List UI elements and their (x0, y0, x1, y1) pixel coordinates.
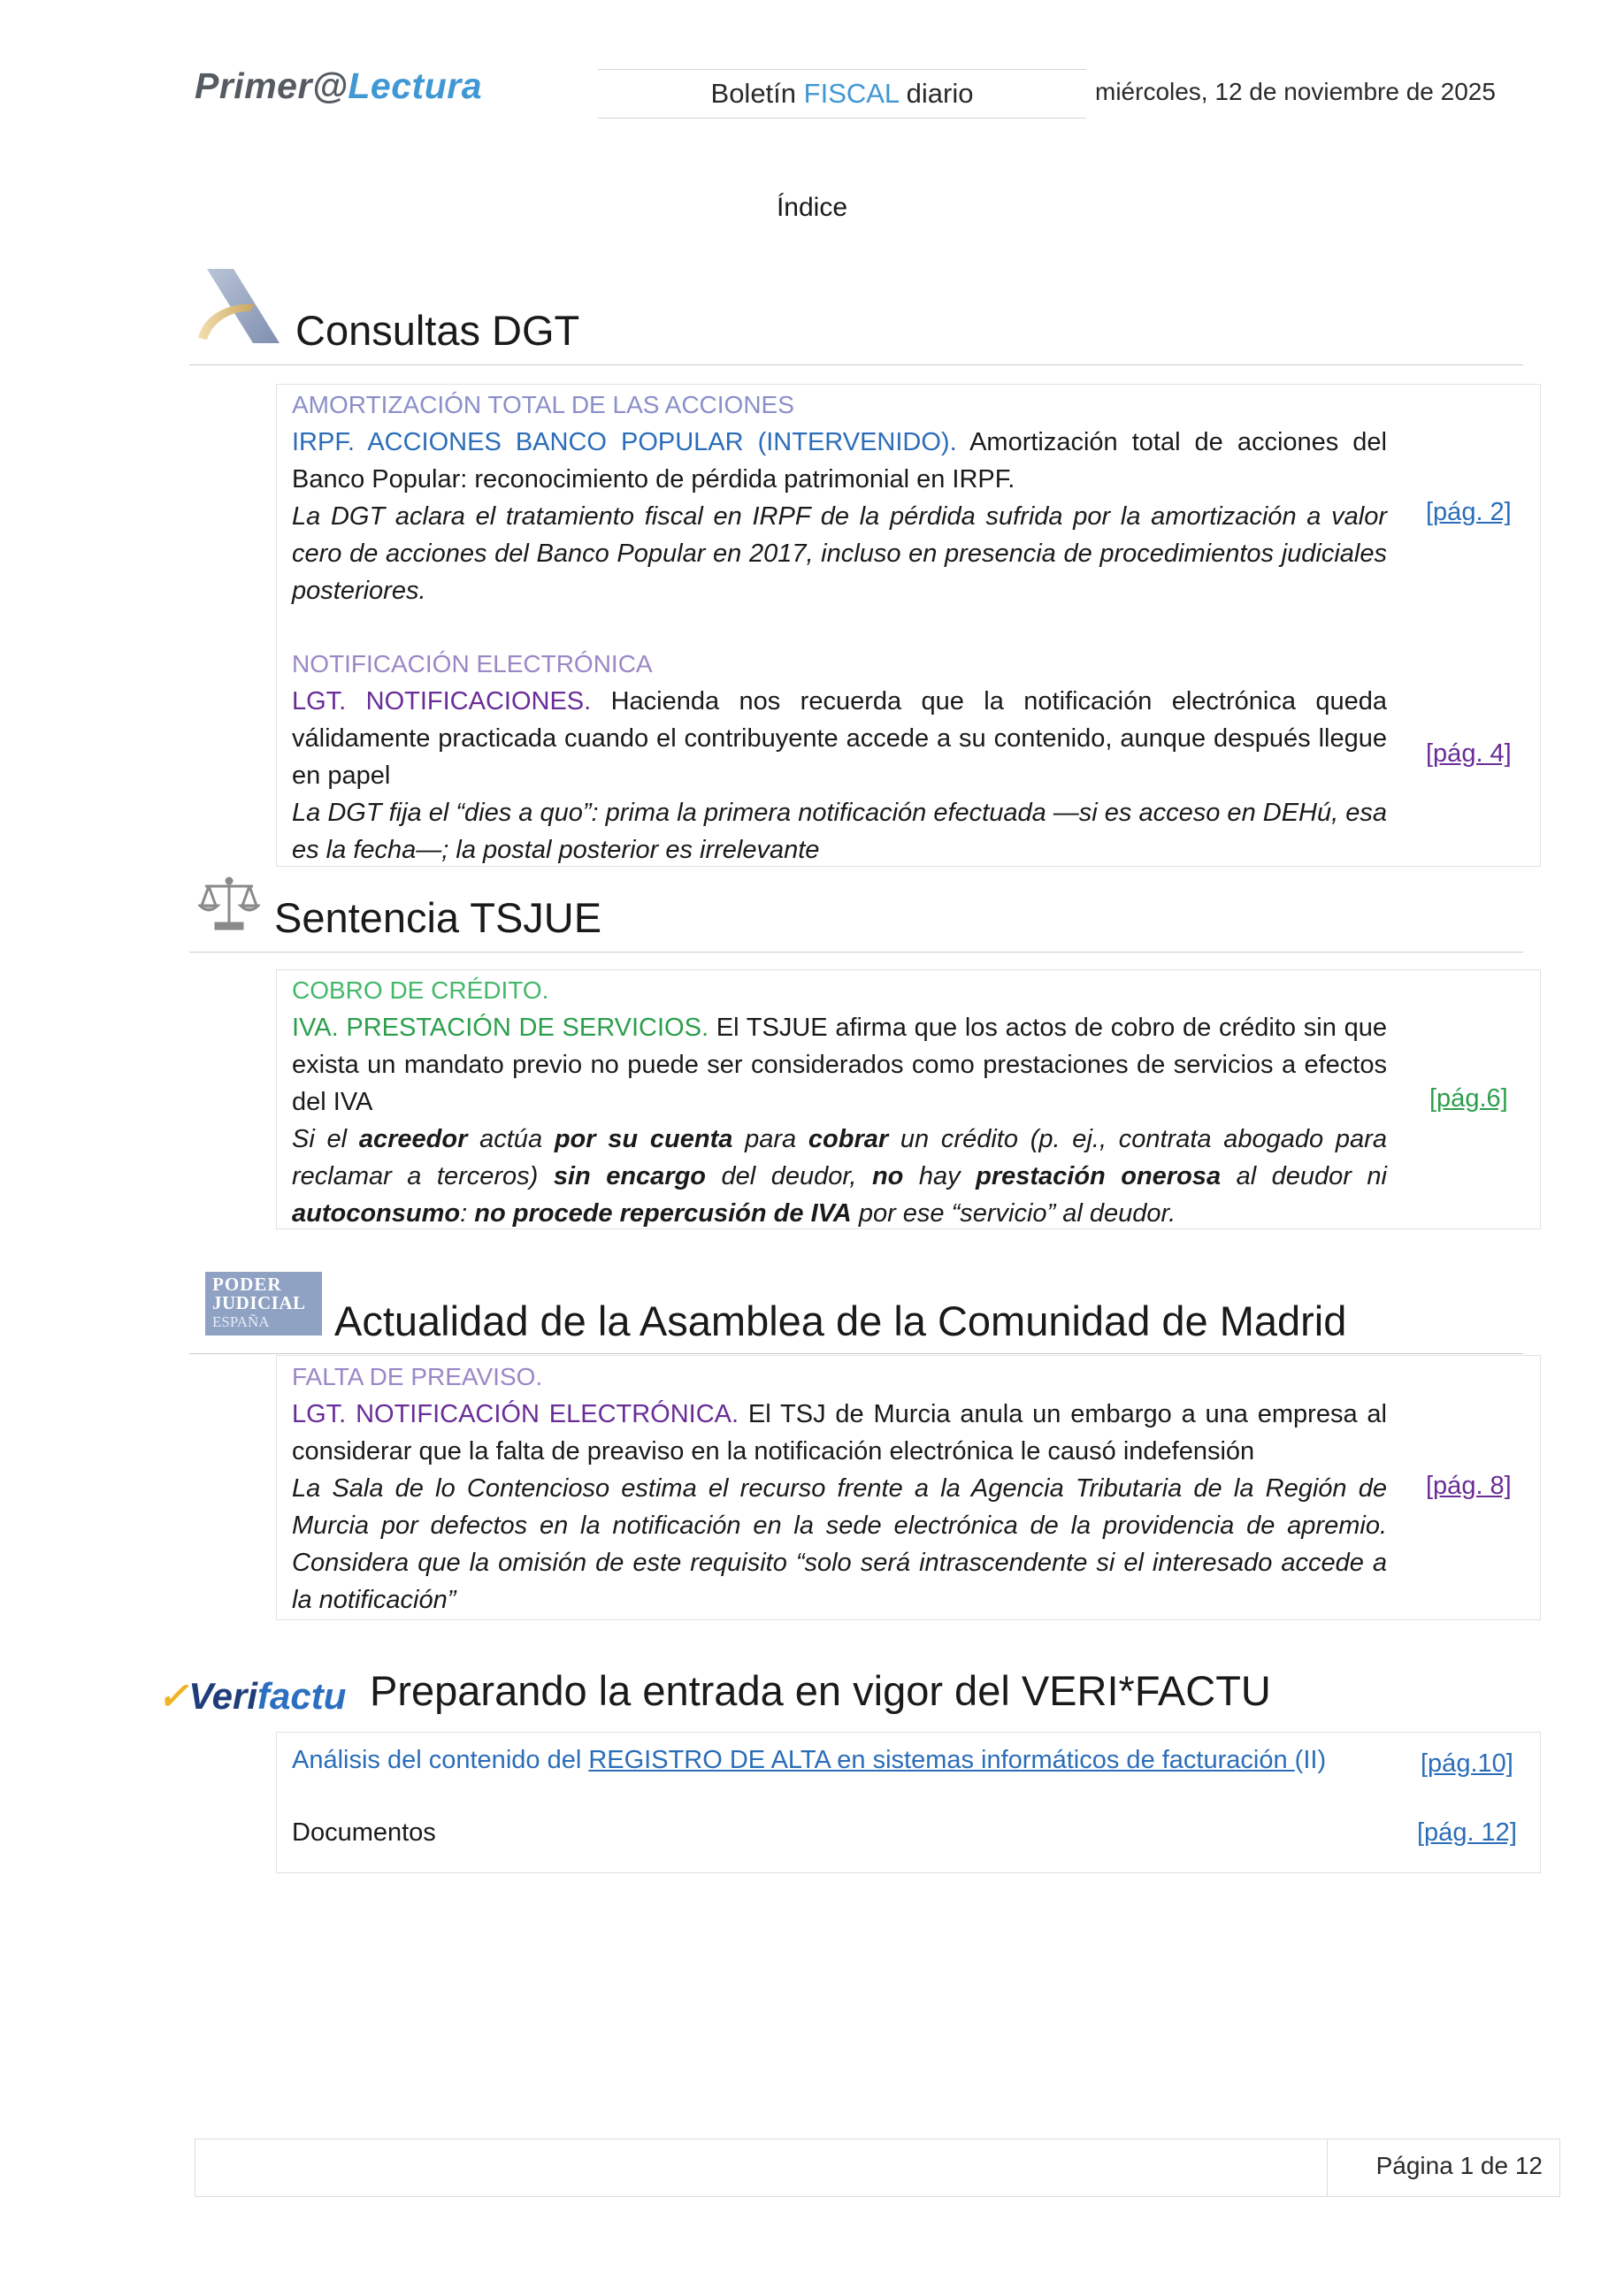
entry-headline (292, 1009, 1387, 1121)
verifactu-logo-b: factu (257, 1675, 347, 1717)
page-link-8[interactable]: [pág. 8] (1426, 1472, 1512, 1500)
verifactu-logo-icon: ✓Verifactu (157, 1675, 347, 1717)
logo-primera: Primer@ (195, 65, 349, 106)
section-title-verifactu: Preparando la entrada en vigor del VERI*FACTU (370, 1667, 1271, 1714)
entry-headline (292, 683, 1387, 794)
entry-category: NOTIFICACIÓN ELECTRÓNICA (292, 650, 653, 677)
section-rule (189, 364, 1523, 365)
index-heading: Índice (776, 193, 848, 222)
entry-lead-link[interactable]: LGT. NOTIFICACIONES. (292, 687, 592, 716)
page-link-10[interactable]: [pág.10] (1421, 1749, 1513, 1778)
entry-headline (292, 1396, 1387, 1470)
entry-summary: La DGT fija el “dies a quo”: prima la primera notificación efectuada —si es acceso en DEHú, esa es la fecha—; la postal posterior es irrelevante (292, 799, 1387, 864)
logo-lectura: Lectura (348, 65, 482, 106)
footer-divider (1327, 2139, 1328, 2197)
bulletin-title-pre: Boletín (710, 78, 804, 109)
item-post: (II) (1294, 1746, 1327, 1774)
entry-summary: La DGT aclara el tratamiento fiscal en IRPF de la pérdida sufrida por la amortización a valor cero de acciones del Banco Popular en 2017, incluso en presencia de procedimientos judiciales posteriores. (292, 502, 1387, 605)
issue-date: miércoles, 12 de noviembre de 2025 (1095, 78, 1496, 105)
verifactu-item-2: Documentos (292, 1818, 436, 1847)
entry-category: COBRO DE CRÉDITO. (292, 976, 549, 1004)
entry-lead-link[interactable]: LGT. NOTIFICACIÓN ELECTRÓNICA. (292, 1400, 739, 1428)
logo-line-1: PODER (212, 1274, 282, 1295)
poder-judicial-logo-icon (205, 1272, 322, 1336)
entry-headline (292, 424, 1387, 498)
verifactu-item-1 (292, 1746, 1326, 1775)
page-link-4[interactable]: [pág. 4] (1426, 739, 1512, 768)
entry-lead-link[interactable]: IVA. PRESTACIÓN DE SERVICIOS. (292, 1014, 709, 1042)
entry-category: AMORTIZACIÓN TOTAL DE LAS ACCIONES (292, 391, 794, 418)
aeat-logo-icon (195, 264, 283, 348)
tsjue-entry (292, 972, 1387, 1232)
dgt-entry-2 (292, 646, 1387, 869)
entry-text: Hacienda nos recuerda que la notificación electrónica queda válidamente practicada cuando el contribuyente accede a su contenido, aunque después llegue en papel (292, 687, 1388, 790)
page-link-2[interactable]: [pág. 2] (1426, 498, 1512, 526)
bulletin-title-fiscal: FISCAL (803, 78, 900, 109)
section-title-tsjue: Sentencia TSJUE (274, 894, 602, 941)
madrid-entry (292, 1358, 1387, 1619)
entry-text: El TSJ de Murcia anula un embargo a una empresa al considerar que la falta de preaviso en la notificación electrónica le causó indefensión (292, 1400, 1387, 1466)
entry-summary: Si el acreedor actúa por su cuenta para cobrar un crédito (p. ej., contrata abogado para reclamar a terceros) sin encargo del deudor, no hay prestación onerosa al deudor ni autoconsumo: no procede repercusión de IVA por ese “servicio” al deudor. (292, 1125, 1387, 1228)
verifactu-logo-a: Veri (188, 1675, 258, 1717)
registro-alta-link[interactable]: REGISTRO DE ALTA en sistemas informáticos de facturación (588, 1746, 1295, 1774)
section-rule (189, 1353, 1523, 1354)
logo-line-3: ESPAÑA (212, 1313, 270, 1330)
scales-of-justice-icon (198, 874, 260, 932)
entry-summary: La Sala de lo Contencioso estima el recurso frente a la Agencia Tributaria de la Región de Murcia por defectos en la notificación en la sede electrónica de la providencia de apremio. Considera que la omisión de este requisito “solo será intrascendente si el interesado accede a la notificación” (292, 1474, 1387, 1614)
section-title-dgt: Consultas DGT (295, 307, 580, 354)
page-link-12[interactable]: [pág. 12] (1417, 1818, 1517, 1847)
item-pre: Análisis del contenido del (292, 1746, 589, 1774)
bulletin-title-post: diario (899, 78, 974, 109)
page-link-6[interactable]: [pág.6] (1429, 1084, 1508, 1113)
entry-text: El TSJUE afirma que los actos de cobro de crédito sin que exista un mandato previo no puede ser considerados como prestaciones de servicios a efectos del IVA (292, 1014, 1387, 1116)
section-rule (189, 952, 1523, 953)
entry-lead-link[interactable]: IRPF. ACCIONES BANCO POPULAR (INTERVENIDO). (292, 428, 957, 456)
entry-text: Amortización total de acciones del Banco Popular: reconocimiento de pérdida patrimonial en IRPF. (292, 428, 1388, 494)
page-number: Página 1 de 12 (1375, 2152, 1543, 2179)
entry-category: FALTA DE PREAVISO. (292, 1363, 543, 1390)
section-title-madrid: Actualidad de la Asamblea de la Comunidad de Madrid (334, 1297, 1347, 1344)
bulletin-title (598, 69, 1086, 119)
dgt-entry-1 (292, 386, 1387, 609)
brand-logo (195, 65, 482, 107)
logo-line-2: JUDICIAL (212, 1292, 306, 1313)
